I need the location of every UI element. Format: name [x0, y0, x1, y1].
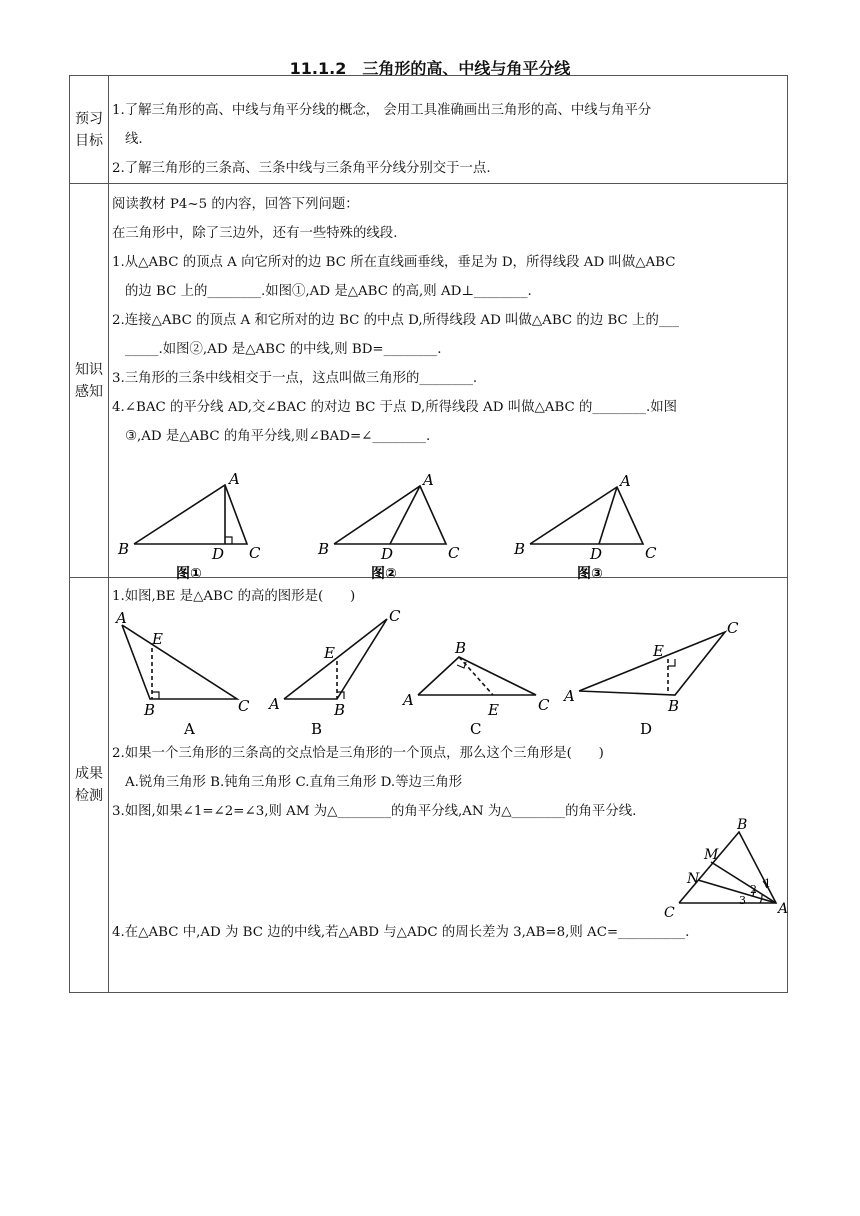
svg-text:1: 1 [764, 877, 771, 890]
figure-median [334, 486, 446, 544]
knowledge-row [70, 184, 788, 578]
label-a: A [620, 472, 631, 490]
text-line: 2.了解三角形的三条高、三条中线与三条角平分线分别交于一点. [112, 161, 491, 176]
svg-text:C: C [389, 607, 401, 625]
preview-label: 预习 目标 [70, 76, 109, 184]
figure-caption: 图③ [577, 566, 603, 582]
svg-text:B: B [455, 639, 467, 657]
label-b: B [318, 540, 330, 558]
preview-row [70, 76, 788, 184]
option-d-figure [579, 632, 725, 695]
figure-caption: 图② [371, 566, 397, 582]
question-2-options: A.锐角三角形 B.钝角三角形 C.直角三角形 D.等边三角形 [125, 775, 463, 790]
svg-text:B: B [334, 701, 346, 719]
check-label: 成果 检测 [70, 578, 109, 993]
figure-caption: 图① [176, 566, 202, 582]
svg-text:2: 2 [750, 883, 757, 896]
svg-text:E: E [152, 630, 163, 648]
label-a: A [423, 471, 434, 489]
question-4: 4.在△ABC 中,AD 为 BC 边的中线,若△ABD 与△ADC 的周长差为 3,AB=8,则 AC=__________. [112, 925, 690, 940]
label-b: B [514, 540, 526, 558]
svg-text:B: B [668, 697, 680, 715]
svg-text:C: C [664, 905, 675, 921]
text-line: 线. [125, 132, 143, 147]
text-line: ③,AD 是△ABC 的角平分线,则∠BAD=∠________. [125, 429, 431, 444]
text-line: 3.三角形的三条中线相交于一点，这点叫做三角形的________. [112, 371, 478, 386]
label-d: D [590, 545, 603, 563]
option-c-figure [418, 657, 536, 695]
check-row [70, 578, 788, 993]
svg-text:A: A [403, 691, 414, 709]
text-line: 在三角形中，除了三边外，还有一些特殊的线段. [112, 226, 398, 241]
svg-text:3: 3 [739, 894, 746, 907]
knowledge-content [109, 184, 788, 582]
svg-text:A: A [116, 609, 127, 627]
text-line: 的边 BC 上的________.如图①,AD 是△ABC 的高,则 AD⊥________. [125, 284, 532, 299]
worksheet-table [69, 75, 788, 993]
question-3-figure [112, 817, 792, 921]
question-1-figures [112, 607, 792, 739]
svg-text:M: M [704, 847, 719, 863]
svg-text:C: C [238, 697, 250, 715]
label-d: D [381, 545, 394, 563]
text-line: 4.∠BAC 的平分线 AD,交∠BAC 的对边 BC 于点 D,所得线段 AD 叫做△ABC 的________.如图 [112, 400, 678, 415]
figure-altitude [134, 485, 247, 544]
label-c: C [448, 544, 460, 562]
knowledge-label: 知识 感知 [70, 184, 109, 578]
svg-text:E: E [653, 642, 664, 660]
text-line: 2.连接△ABC 的顶点 A 和它所对的边 BC 的中点 D,所得线段 AD 叫做△ABC 的边 BC 上的___ [112, 313, 679, 328]
question-2: 2.如果一个三角形的三条高的交点恰是三角形的一个顶点，那么这个三角形是( ) [112, 746, 604, 761]
svg-text:N: N [687, 871, 700, 887]
preview-content [109, 76, 788, 184]
label-d: D [212, 545, 225, 563]
option-label: D [640, 720, 653, 738]
check-content [109, 578, 788, 993]
label-b: B [118, 540, 130, 558]
text-line: 阅读教材 P4~5 的内容，回答下列问题： [112, 197, 359, 212]
page-title: 11.1.2 三角形的高、中线与角平分线 [289, 59, 571, 78]
label-a: A [229, 470, 240, 488]
option-a-figure [122, 625, 237, 699]
svg-text:E: E [324, 644, 335, 662]
svg-text:C: C [727, 619, 739, 637]
label-c: C [249, 544, 261, 562]
svg-text:A: A [269, 695, 280, 713]
option-label: C [470, 720, 482, 738]
text-line: 1.从△ABC 的顶点 A 向它所对的边 BC 所在直线画垂线，垂足为 D，所得线段 AD 叫做△ABC [112, 255, 676, 270]
option-label: A [184, 720, 195, 738]
svg-text:C: C [538, 696, 550, 714]
question-1: 1.如图,BE 是△ABC 的高的图形是( ) [112, 589, 356, 604]
text-line: 1.了解三角形的高、中线与角平分线的概念， 会用工具准确画出三角形的高、中线与角平分 [112, 103, 652, 118]
svg-text:A: A [564, 687, 575, 705]
option-b-figure [284, 619, 387, 699]
figure-bisector [530, 487, 643, 544]
triangle-figures [112, 451, 792, 582]
svg-text:E: E [488, 701, 499, 719]
svg-text:B: B [737, 817, 748, 833]
svg-text:A: A [778, 901, 789, 917]
text-line: _____.如图②,AD 是△ABC 的中线,则 BD=________. [125, 342, 442, 357]
label-c: C [645, 544, 657, 562]
option-label: B [311, 720, 323, 738]
question-3: 3.如图,如果∠1=∠2=∠3,则 AM 为△________的角平分线,AN 为△________的角平分线. [112, 804, 637, 819]
svg-text:B: B [144, 701, 156, 719]
